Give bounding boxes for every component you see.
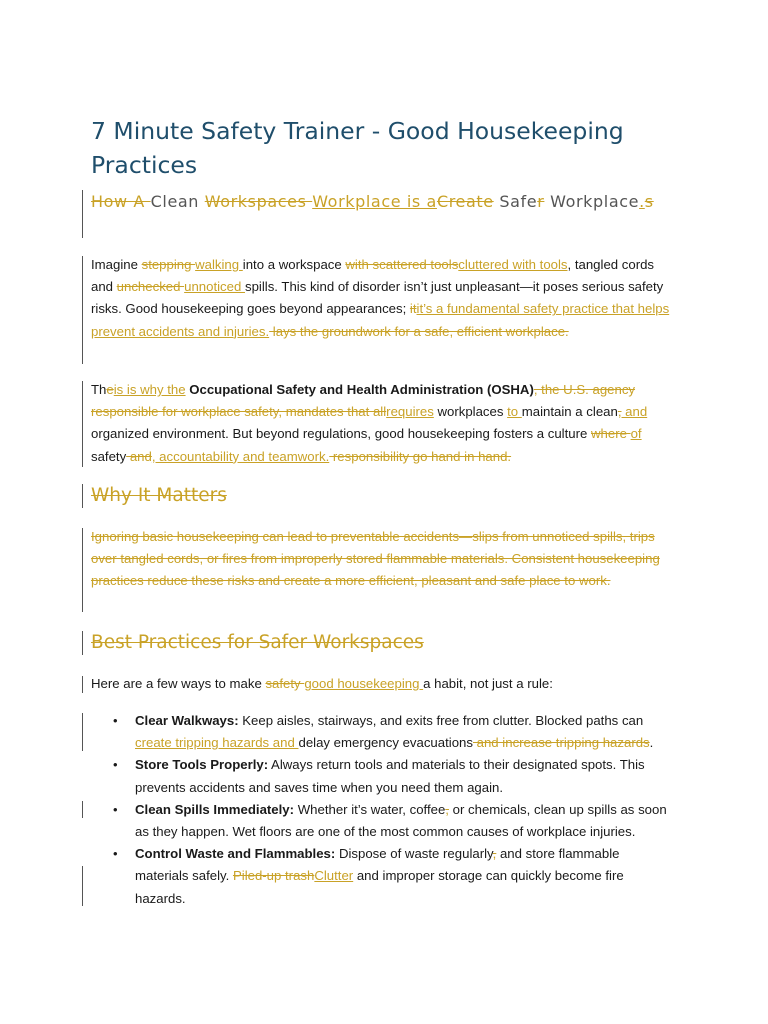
body-text: . (649, 735, 654, 751)
deleted-text: , the U.S. agency responsible for workplace safety, mandates that all (91, 382, 636, 420)
inserted-text: requires (386, 404, 434, 420)
inserted-text: cluttered with tools (458, 257, 568, 272)
deleted-text: safety (265, 676, 305, 691)
body-text: delay emergency evacuations (298, 735, 473, 751)
heading-best-practices: Best Practices for Safer Workspaces (91, 632, 424, 653)
paragraph-why: Ignoring basic housekeeping can lead to preventable accidents—slips from unnoticed spills, trips over tangled cords, or fires from improperly stored flammable materials. Consistent housekeeping practices reduce these risks and create a more efficient, pleasant and safe place to work. (91, 529, 660, 589)
deleted-text: responsibility go hand in hand. (329, 448, 512, 464)
change-bar (82, 631, 83, 655)
list-item (91, 843, 676, 910)
body-text: and store flammable materials safely. (135, 846, 620, 884)
deleted-text: stepping (141, 257, 196, 272)
inserted-text: and (621, 404, 648, 420)
deleted-text: Workspaces (204, 192, 313, 211)
osha-name: Occupational Safety and Health Administration (OSHA) (185, 382, 534, 397)
body-text: Whether it’s water, coffee (294, 801, 446, 817)
deleted-text: Create (436, 192, 494, 211)
deleted-text: with scattered tools (345, 257, 459, 272)
deleted-text: How A (91, 192, 151, 211)
deleted-text: e (106, 382, 114, 397)
body-text: maintain a clean (521, 404, 618, 420)
change-bar (82, 381, 83, 467)
inserted-text: Clutter (314, 868, 354, 884)
change-bar (82, 484, 83, 508)
deleted-text: where (591, 426, 631, 442)
deleted-text: , (445, 801, 449, 817)
subtitle-text: Clean (150, 192, 205, 211)
deleted-text: r (537, 192, 545, 211)
body-text: or chemicals, clean up spills as soon as they happen. Wet floors are one of the most common causes of workplace injuries. (135, 801, 667, 840)
bullet-icon: • (113, 846, 118, 862)
inserted-text: . (639, 192, 645, 211)
bullet-label: Clean Spills Immediately: (135, 801, 295, 817)
bullet-icon: • (113, 801, 118, 817)
deleted-text: , (617, 404, 622, 420)
body-text: a habit, not just a rule: (423, 676, 553, 691)
bullet-label: Control Waste and Flammables: (135, 846, 336, 862)
deleted-text: unchecked (116, 279, 185, 295)
body-text: and improper storage can quickly become fire hazards. (135, 868, 624, 906)
paragraph-osha (91, 379, 676, 468)
paragraph-intro (91, 254, 676, 343)
list-item (91, 754, 676, 798)
body-text: workplaces (433, 404, 508, 420)
subtitle-text: Workplace (544, 192, 640, 211)
change-bar (82, 190, 83, 238)
change-bar (82, 801, 83, 818)
list-item (91, 710, 676, 754)
deleted-text: , (492, 846, 497, 862)
deleted-text: it (409, 301, 417, 317)
bullet-icon: • (113, 757, 118, 773)
subtitle (91, 190, 691, 214)
inserted-text: to (507, 404, 522, 420)
deleted-text: and increase tripping hazards (472, 735, 650, 751)
subtitle-text: Safe (493, 192, 538, 211)
body-text: safety (91, 448, 127, 464)
body-text: Imagine (91, 257, 142, 272)
deleted-text: lays the groundwork for a safe, efficient workplace. (269, 323, 569, 339)
best-practices-list (91, 710, 676, 910)
change-bar (82, 256, 83, 364)
inserted-text: walking (195, 257, 243, 272)
heading-why-it-matters: Why It Matters (91, 485, 227, 506)
inserted-text: Workplace is a (312, 192, 437, 211)
deleted-text: Piled-up trash (232, 868, 315, 884)
body-text: Always return tools and materials to their designated spots. This prevents accidents and saves time when you need them again. (135, 757, 645, 795)
body-text: , tangled cords and (91, 257, 655, 295)
document-title: 7 Minute Safety Trainer - Good Housekeeping Practices (91, 117, 624, 179)
bullet-icon: • (113, 713, 118, 728)
inserted-text: good housekeeping (304, 676, 424, 691)
body-text: Here are a few ways to make (91, 676, 266, 691)
body-text: Keep aisles, stairways, and exits free from clutter. Blocked paths can (238, 713, 644, 728)
deleted-text: and (126, 448, 152, 464)
body-text: organized environment. But beyond regulations, good housekeeping fosters a culture (91, 426, 591, 442)
change-bar (82, 528, 83, 612)
inserted-text: of (630, 426, 642, 442)
change-bar (82, 676, 83, 693)
list-item (91, 799, 676, 843)
body-text: spills. This kind of disorder isn’t just unpleasant—it poses serious safety risks. Good housekeeping goes beyond appearances; (91, 279, 664, 317)
deleted-text: s (644, 192, 654, 211)
body-text: Th (91, 382, 107, 397)
inserted-text: it’s a fundamental safety practice that helps prevent accidents and injuries. (91, 301, 670, 339)
inserted-text: create tripping hazards and (135, 735, 299, 751)
change-bar (82, 866, 83, 906)
inserted-text: unnoticed (184, 279, 245, 295)
paragraph-intro-list (91, 673, 676, 695)
body-text: into a workspace (242, 257, 346, 272)
inserted-text: is is why the (113, 382, 186, 397)
body-text: Dispose of waste regularly (335, 846, 493, 862)
bullet-label: Clear Walkways: (135, 713, 239, 728)
inserted-text: , accountability and teamwork. (151, 448, 330, 464)
bullet-label: Store Tools Properly: (135, 757, 269, 773)
change-bar (82, 713, 83, 751)
